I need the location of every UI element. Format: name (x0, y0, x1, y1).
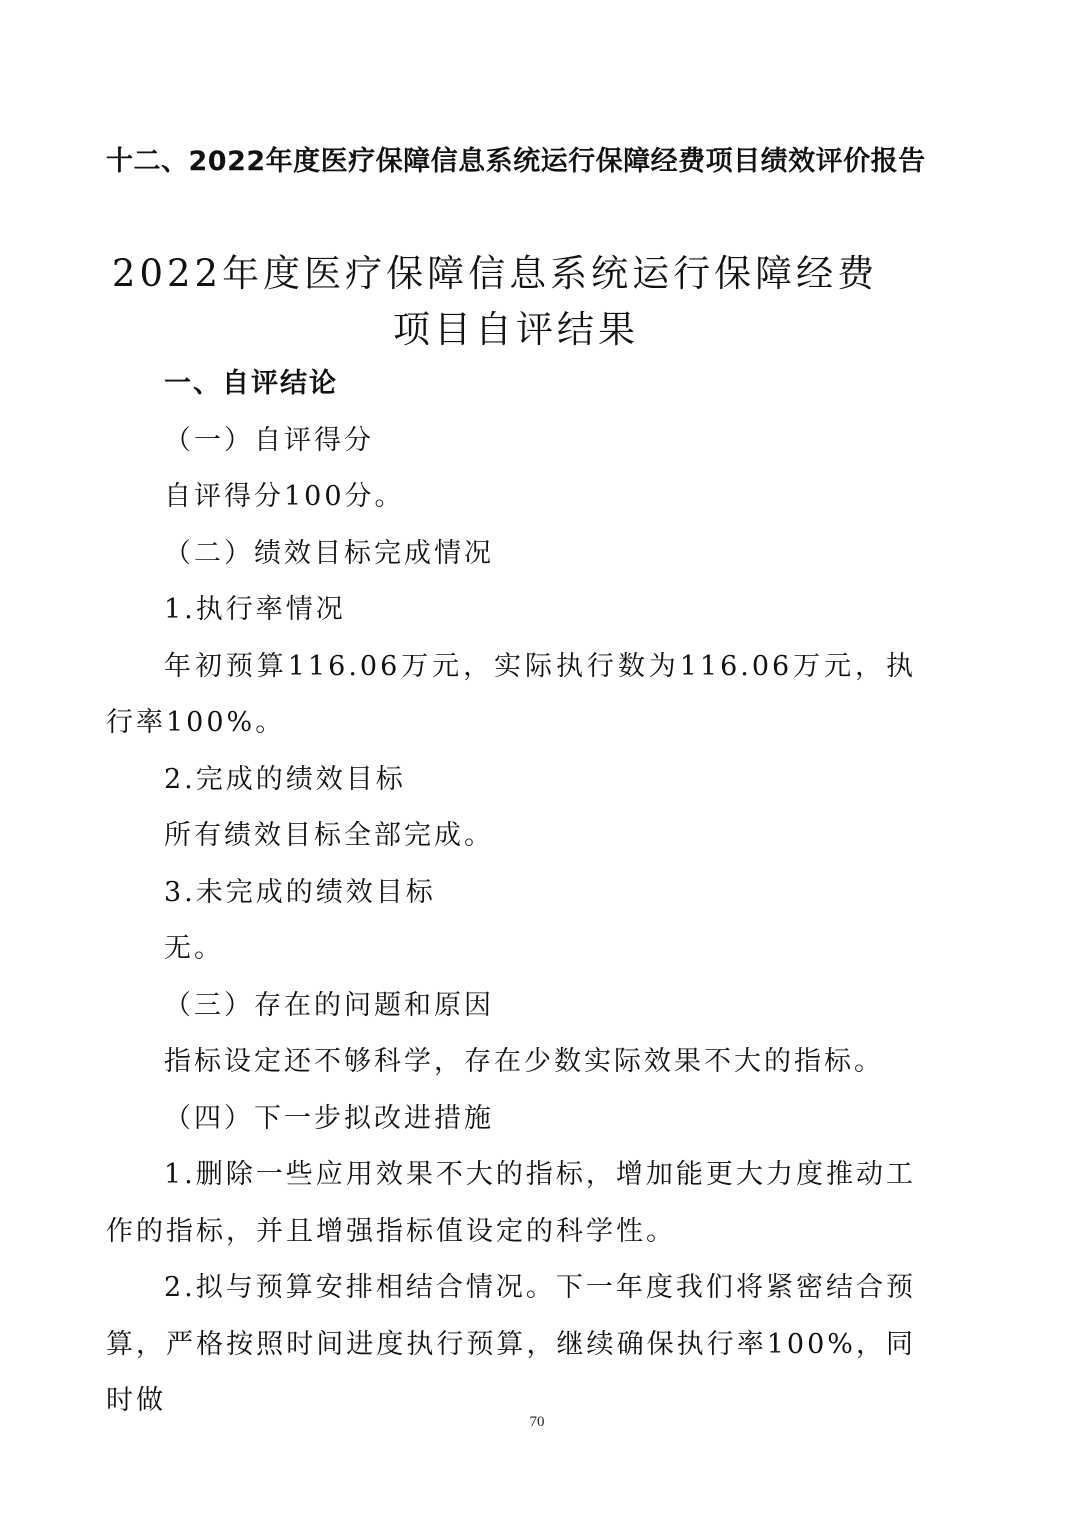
paragraph-completed-goals: 所有绩效目标全部完成。 (164, 820, 494, 851)
subheading-goal-completion: （二）绩效目标完成情况 (164, 537, 494, 569)
paragraph-next-step-1: 1.删除一些应用效果不大的指标，增加能更大力度推动工作的指标，并且增强指标值设定的科学性。 (106, 1159, 916, 1247)
subheading-problems: （三）存在的问题和原因 (164, 989, 494, 1021)
paragraph-problems: 指标设定还不够科学，存在少数实际效果不大的指标。 (164, 1046, 884, 1077)
item-execution-rate-title: 1.执行率情况 (164, 594, 346, 625)
subheading-self-score: （一）自评得分 (164, 424, 374, 456)
document-title (106, 246, 926, 358)
section-heading: 十二、2022年度医疗保障信息系统运行保障经费项目绩效评价报告 (106, 146, 926, 177)
heading-self-evaluation-conclusion: 一、自评结论 (164, 368, 338, 399)
paragraph-score: 自评得分100分。 (164, 481, 405, 512)
item-uncompleted-goals-title: 3.未完成的绩效目标 (164, 876, 436, 908)
page-number: 70 (529, 1414, 545, 1430)
paragraph-next-step-2: 2.拟与预算安排相结合情况。下一年度我们将紧密结合预算，严格按照时间进度执行预算，继续确保执行率100%，同时做 (106, 1272, 916, 1416)
paragraph-uncompleted-goals: 无。 (164, 933, 224, 964)
paragraph-execution-rate: 年初预算116.06万元，实际执行数为116.06万元，执行率100%。 (106, 650, 916, 738)
subheading-next-steps: （四）下一步拟改进措施 (164, 1102, 494, 1134)
title-line-1: 2022年度医疗保障信息系统运行保障经费 (111, 252, 879, 295)
title-line-2: 项目自评结果 (393, 308, 639, 351)
item-completed-goals-title: 2.完成的绩效目标 (164, 763, 406, 795)
document-body (106, 356, 916, 1430)
